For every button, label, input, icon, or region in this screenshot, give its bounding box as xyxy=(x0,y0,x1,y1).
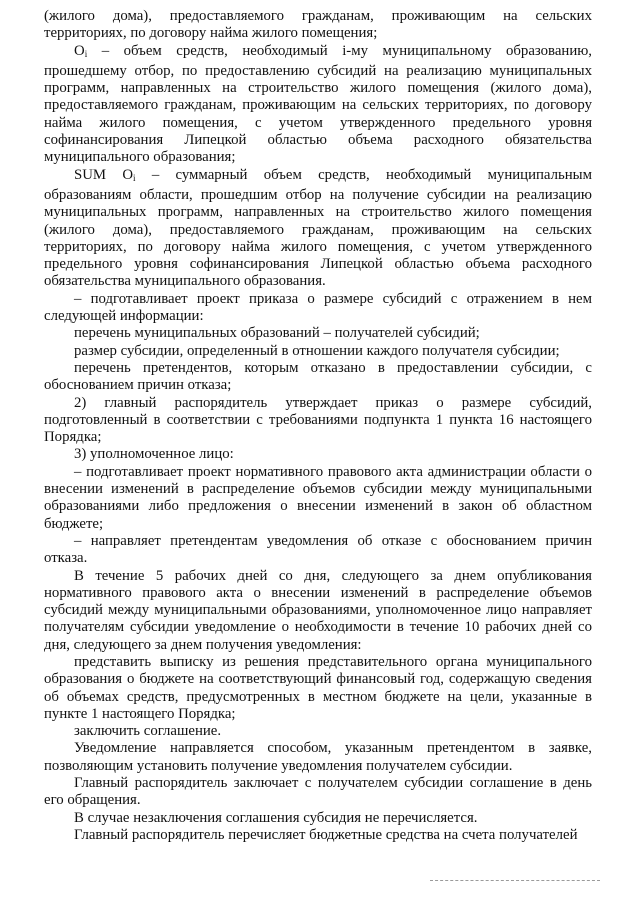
formula-subscript: i xyxy=(84,48,88,59)
paragraph-subsidy-size: размер субсидии, определенный в отношении каждого получателя субсидии; xyxy=(74,342,560,359)
paragraph-list-municipalities: перечень муниципальных образований – получателей субсидий; xyxy=(74,325,480,342)
paragraph-sign-agreement: заключить соглашение. xyxy=(74,723,222,740)
paragraph-five-days: В течение 5 рабочих дней со дня, следующего за днем опубликования нормативного правового акта о внесении изменений в распределение объемов субсидий между муниципальными образованиями, уполномоченное лицо направляет получателям субсидии уведомление о необходимости в течение 10 рабочих дней со дня, следующего за днем получения уведомления: xyxy=(44,567,592,653)
paragraph-housing-clause: (жилого дома), предоставляемого гражданам, проживающим на сельских территориях, по договору найма жилого помещения; xyxy=(44,8,592,42)
paragraph-agreement-day: Главный распорядитель заключает с получателем субсидии соглашение в день его обращения. xyxy=(44,775,592,809)
paragraph-text: – суммарный объем средств, необходимый муниципальным образованиям области, прошедшим отбор на получение субсидии на реализацию муниципальных программ, направленных на строительство жилого помещения (жилого дома), предоставляемого гражданам, проживающим на сельских территориях, по договору найма жилого помещения, с учетом утвержденного предельного уровня софинансирования Липецкой областью объема расходного обязательства муниципального образования. xyxy=(44,166,592,290)
paragraph-rejected-applicants: перечень претендентов, которым отказано в предоставлении субсидии, с обоснованием причин отказа; xyxy=(44,359,592,394)
paragraph-submit-extract: представить выписку из решения представительного органа муниципального образования о бюджете на соответствующий финансовый год, содержащую сведения об объемах средств, предусмотренных в местном бюджете на цели, указанные в пункте 1 настоящего Порядка; xyxy=(44,653,592,722)
paragraph-item-3: 3) уполномоченное лицо: xyxy=(74,446,234,463)
paragraph-no-agreement: В случае незаключения соглашения субсидия не перечисляется. xyxy=(74,809,478,826)
paragraph-draft-act: – подготавливает проект нормативного правового акта администрации области о внесении изменений в распределение объемов субсидии между муниципальными образованиями либо предложения о внесении изменений в закон об областном бюджете; xyxy=(44,463,592,532)
paragraph-sum-oi-definition xyxy=(44,167,592,291)
paragraph-refusal-notice: – направляет претендентам уведомления об отказе с обоснованием причин отказа. xyxy=(44,532,592,567)
paragraph-item-2: 2) главный распорядитель утверждает приказ о размере субсидий, подготовленный в соответствии с требованиями подпункта 1 пункта 16 настоящего Порядка; xyxy=(44,394,592,446)
paragraph-draft-order: – подготавливает проект приказа о размере субсидий с отражением в нем следующей информации: xyxy=(44,290,592,325)
formula-symbol: O xyxy=(74,42,85,59)
paragraph-oi-definition xyxy=(44,43,592,167)
paragraph-text: – объем средств, необходимый i-му муниципальному образованию, прошедшему отбор, по предоставлению субсидий на реализацию муниципальных программ, направленных на строительство жилого помещения (жилого дома), предоставляемого гражданам, проживающим на сельских территориях, по договору найма жилого помещения, с учетом утвержденного предельного уровня софинансирования Липецкой областью объема расходного обязательства муниципального образования; xyxy=(44,42,592,166)
formula-subscript: i xyxy=(133,172,136,183)
paragraph-notice-method: Уведомление направляется способом, указанным претендентом в заявке, позволяющим установить получение уведомления получателем субсидии. xyxy=(44,740,592,774)
paragraph-transfer-funds: Главный распорядитель перечисляет бюджетные средства на счета получателей xyxy=(74,826,578,843)
footer-divider xyxy=(430,880,600,881)
document-body xyxy=(44,8,592,844)
formula-symbol: SUM O xyxy=(74,166,134,183)
